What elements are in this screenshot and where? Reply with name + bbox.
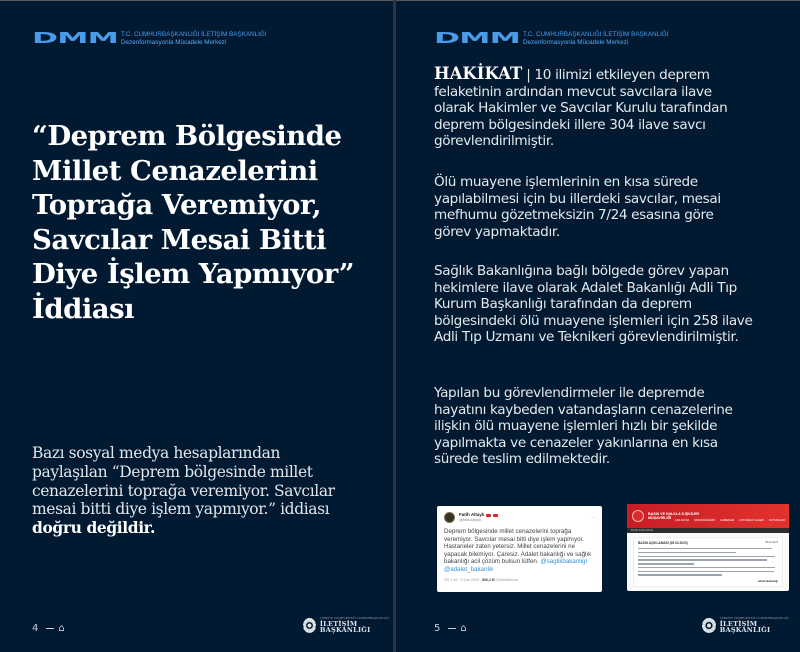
- text-line: [638, 567, 775, 568]
- avatar: [444, 512, 455, 523]
- logo-center-line: Dezenformasyonla Mücadele Merkezi: [121, 38, 227, 46]
- footer-dash: [448, 628, 456, 629]
- mention-link: @adalet_bakanlik: [444, 565, 494, 573]
- dmm-logo-mark: DMM: [32, 29, 118, 47]
- press-nav: [675, 519, 785, 522]
- dmm-logo-mark: DMM: [434, 29, 520, 47]
- emblem-icon: [303, 618, 316, 633]
- home-icon[interactable]: ⌂: [58, 623, 65, 634]
- text-line: [638, 574, 722, 575]
- footer-dash: [46, 628, 54, 629]
- text-line: [638, 552, 736, 553]
- ministry-emblem-icon: [632, 510, 644, 522]
- iletisim-logo: [303, 618, 393, 634]
- tweet-time: ÖS 7:49 · 9 Şub 2023 ·: [444, 577, 482, 582]
- tweet-text: [444, 528, 595, 574]
- press-header: [627, 504, 789, 528]
- press-text-lines: [638, 548, 778, 576]
- dmm-logo: [32, 29, 267, 48]
- label-separator: |: [522, 67, 535, 83]
- flag-icon: [493, 514, 498, 518]
- text-line: [638, 563, 694, 564]
- tweet-meta: [444, 578, 595, 582]
- tweet-views: 566,2 B: [481, 577, 495, 582]
- page-number: 4: [32, 623, 39, 634]
- page-footer-nav: [32, 623, 65, 634]
- press-release-screenshot: [627, 504, 789, 591]
- press-nav-item: HABERLER: [720, 519, 735, 522]
- author-name: Fatih Altaylı: [459, 511, 485, 517]
- press-nav-item: FOTOĞRAF GALERİ: [739, 519, 764, 522]
- press-org-line2: MÜŞAVİRLİĞİ: [648, 516, 672, 520]
- iletisim-logo-name: İLETİŞİM BAŞKANLIĞI: [319, 619, 371, 635]
- paragraph-text: 10 ilimizi etkileyen deprem felaketinin ardından mevcut savcılara ilave olarak Hakimler ve Savcılar Kurulu tarafından deprem bölgesindeki illere 304 ilave savcı görevlendirilmiştir.: [434, 67, 728, 149]
- logo-org-line: T.C. CUMHURBAŞKANLIĞI İLETİŞİM BAŞKANLIĞI: [523, 30, 669, 38]
- press-nav-item: ANA SAYFA: [675, 519, 690, 522]
- text-line: [638, 559, 767, 560]
- text-line: [638, 556, 775, 557]
- press-nav-item: MÜŞAVİRLİĞİMİZ: [694, 519, 716, 522]
- page-number: 5: [434, 623, 441, 634]
- press-nav-item: DUYURULAR: [768, 519, 785, 522]
- press-breadcrumb: BASIN AÇIKLAMASI: [627, 528, 789, 533]
- iletisim-logo-text: [720, 618, 800, 634]
- logo-org-line: T.C. CUMHURBAŞKANLIĞI İLETİŞİM BAŞKANLIĞI: [121, 30, 267, 38]
- tweet-screenshot: [437, 506, 602, 592]
- press-date: 09.02.2023: [765, 541, 778, 544]
- dmm-logo: [434, 29, 669, 48]
- logo-center-line: Dezenformasyonla Mücadele Merkezi: [523, 38, 629, 46]
- hakikat-label: HAKİKAT: [434, 64, 523, 83]
- iletisim-logo-text: [320, 618, 393, 634]
- mention-link: @saglikbakanligi: [540, 558, 587, 566]
- author-handle: @fatihaltayli: [459, 516, 481, 522]
- press-content: [633, 537, 783, 587]
- emblem-icon: [702, 618, 716, 633]
- page-right: [396, 1, 800, 652]
- text-line: [638, 548, 772, 549]
- claim-lead: [32, 444, 352, 538]
- home-icon[interactable]: ⌂: [460, 623, 467, 634]
- tweet-header: [444, 512, 595, 523]
- lead-text: Bazı sosyal medya hesaplarından paylaşılan “Deprem bölgesinde millet cenazelerini toprağa veremiyor. Savcılar mesai bitti diye işlem yapmıyor.” iddiası: [32, 444, 335, 519]
- tweet-author: [459, 513, 498, 522]
- iletisim-logo-name: İLETİŞİM BAŞKANLIĞI: [719, 619, 771, 635]
- press-heading: BASIN AÇIKLAMASI (09.02.2023): [638, 541, 688, 545]
- press-org-line1: BASIN VE HALKLA İLİŞKİLER: [648, 511, 699, 516]
- fact-paragraph-2: Ölü muayene işlemlerinin en kısa sürede yapılabilmesi için bu illerdeki savcılar, mesai mefhumu gözetmeksizin 7/24 esasına göre görev yapmaktadır.: [434, 174, 721, 240]
- text-line: [638, 571, 774, 572]
- fact-paragraph-4: Yapılan bu görevlendirmeler ile depremde hayatını kaybeden vatandaşların cenazelerine ilişkin ölü muayene işlemleri hızlı bir şekilde yapılmakta ve cenazeler yakınlarına en kısa sürede teslim edilmektedir.: [434, 385, 733, 467]
- page-left: [0, 1, 393, 652]
- lead-verdict: doğru değildir.: [32, 518, 156, 538]
- more-icon: ···: [591, 515, 596, 521]
- claim-title: “Deprem Bölgesinde Millet Cenazelerini Toprağa Veremiyor, Savcılar Mesai Bitti Diye İşlem Yapmıyor” İddiası: [32, 120, 355, 325]
- flag-icon: [486, 514, 491, 518]
- fact-paragraph-1: [434, 66, 754, 150]
- iletisim-logo-small: TÜRKİYE CUMHURİYETİ CUMHURBAŞKANLIĞI: [719, 617, 789, 620]
- iletisim-logo: [702, 618, 800, 634]
- tweet-views-label: Görüntülenme: [494, 577, 519, 582]
- tweet-body: Deprem bölgesinde millet cenazelerini toprağa veremiyor. Savcılar mesai bitti diye işlem yapmıyor. Hastaneler zaten yetersiz. Millet cenazelerini ne yapacak bilemiyor. Çaresiz. Adalet bakanlığı ve sağlık bakanlığı acil çözüm bulsun lütfen.: [444, 528, 592, 566]
- iletisim-logo-small: TÜRKİYE CUMHURİYETİ CUMHURBAŞKANLIĞI: [319, 617, 389, 620]
- page-footer-nav: [434, 623, 467, 634]
- press-signature: Adalet Bakanlığı: [757, 580, 778, 583]
- fact-paragraph-3: Sağlık Bakanlığına bağlı bölgede görev yapan hekimlere ilave olarak Adalet Bakanlığı Adli Tıp Kurum Başkanlığı tarafından da deprem bölgesindeki ölü muayene işlemleri için 258 ilave Adli Tıp Uzmanı ve Teknikeri görevlendirilmiştir.: [434, 263, 753, 345]
